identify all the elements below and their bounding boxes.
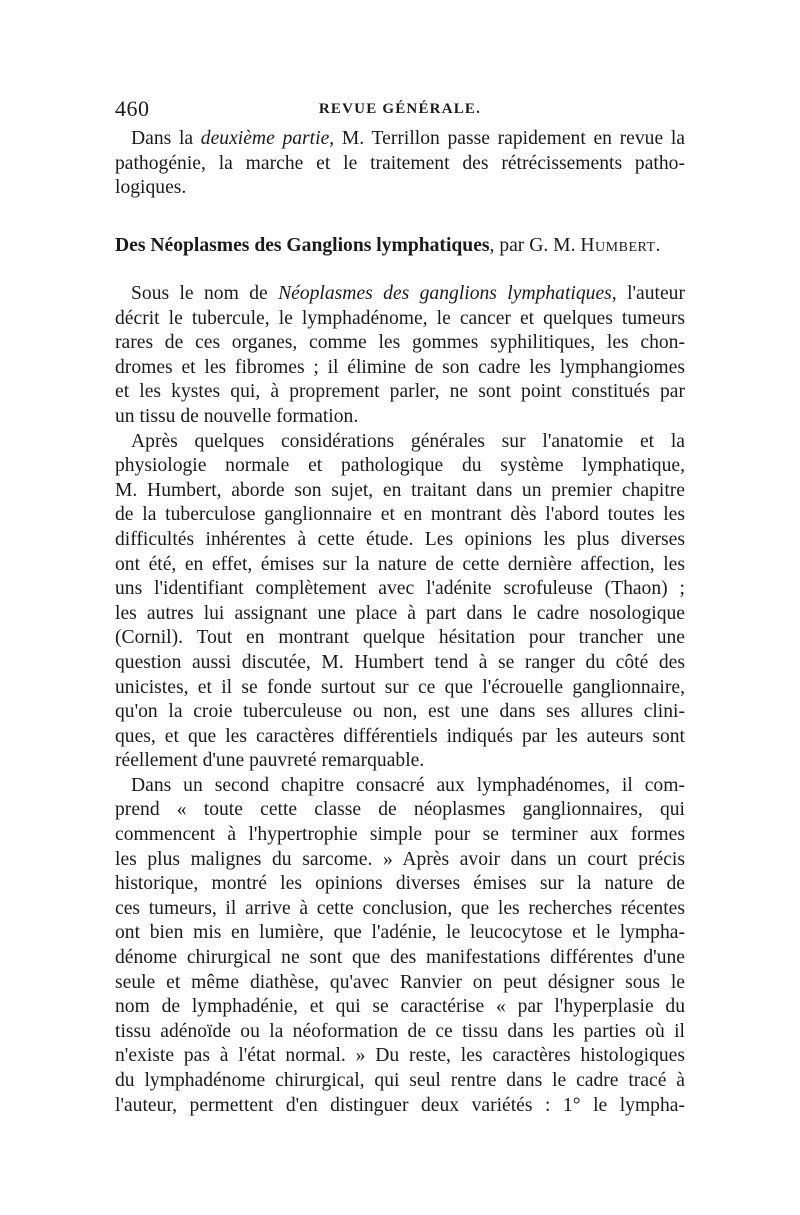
article-title: Des Néoplasmes des Ganglions lymphatiques bbox=[115, 235, 490, 256]
text-line: prend « toute cette classe de néoplasmes ganglionnaires, qui bbox=[115, 799, 685, 821]
text-line: historique, montré les opinions diverses émises sur la nature de bbox=[115, 873, 685, 895]
text-line: ces tumeurs, il arrive à cette conclusion, que les recherches récentes bbox=[115, 897, 685, 919]
text-line: dénome chirurgical ne sont que des manifestations différentes d'une bbox=[115, 947, 685, 969]
text-line: n'existe pas à l'état normal. » Du reste, les caractères histologiques bbox=[115, 1045, 685, 1067]
text-line: physiologie normale et pathologique du système lymphatique, bbox=[115, 455, 685, 477]
text-line: de la tuberculose ganglionnaire et en montrant dès l'abord toutes les bbox=[115, 504, 685, 526]
article-body bbox=[115, 282, 685, 1118]
text-line: (Cornil). Tout en montrant quelque hésitation pour trancher une bbox=[115, 627, 685, 649]
text-line: logiques. bbox=[115, 177, 187, 199]
text-line: question aussi discutée, M. Humbert tend à se ranger du côté des bbox=[115, 651, 685, 673]
text-line: Sous le nom de Néoplasmes des ganglions lymphatiques, l'auteur bbox=[131, 283, 685, 304]
text-line: réellement d'une pauvreté remarquable. bbox=[115, 750, 425, 772]
text-line: les plus malignes du sarcome. » Après avoir dans un court précis bbox=[115, 848, 685, 870]
text-line: Dans la deuxième partie, M. Terrillon passe rapidement en revue la bbox=[131, 128, 685, 149]
text-line: commencent à l'hypertrophie simple pour se terminer aux formes bbox=[115, 824, 685, 846]
italic-phrase: deuxième partie, bbox=[200, 128, 335, 149]
text-line: pathogénie, la marche et le traitement des rétrécissements patho- bbox=[115, 152, 685, 174]
text-line: un tissu de nouvelle formation. bbox=[115, 405, 359, 427]
text-line: difficultés inhérentes à cette étude. Les opinions les plus diverses bbox=[115, 528, 685, 550]
byline-prefix: , par G. M. bbox=[489, 235, 581, 256]
text-line: l'auteur, permettent d'en distinguer deux variétés : 1° le lympha- bbox=[115, 1094, 685, 1116]
text-line: nom de lymphadénie, et qui se caractérise « par l'hyperplasie du bbox=[115, 996, 685, 1018]
text-line: ques, et que les caractères différentiels indiqués par les auteurs sont bbox=[115, 725, 685, 747]
running-head bbox=[115, 96, 685, 126]
page-number: 460 bbox=[115, 96, 150, 121]
text-line: ont été, en effet, émises sur la nature de cette dernière affection, les bbox=[115, 553, 685, 575]
text-line: qu'on la croie tuberculeuse ou non, est une dans ses allures clini- bbox=[115, 701, 685, 723]
text-line: tissu adénoïde ou la néoformation de ce tissu dans les parties où il bbox=[115, 1020, 685, 1042]
text-line: Dans un second chapitre consacré aux lymphadénomes, il com- bbox=[131, 774, 685, 796]
italic-phrase: Néoplasmes des ganglions lymphatiques bbox=[278, 283, 612, 304]
running-title: REVUE GÉNÉRALE. bbox=[318, 101, 482, 117]
text-line: M. Humbert, aborde son sujet, en traitant dans un premier chapitre bbox=[115, 479, 685, 501]
text-line: ont bien mis en lumière, que l'adénie, le leucocytose et le lympha- bbox=[115, 922, 685, 944]
article-author: Humbert. bbox=[580, 235, 661, 256]
text-line: et les kystes qui, à proprement parler, ne sont point constitués par bbox=[115, 381, 685, 403]
text-line: unicistes, et il se fonde surtout sur ce que l'écrouelle ganglionnaire, bbox=[115, 676, 685, 698]
text-line: les autres lui assignant une place à part dans le cadre nosologique bbox=[115, 602, 685, 624]
intro-paragraph bbox=[115, 127, 685, 201]
text-line: du lymphadénome chirurgical, qui seul rentre dans le cadre tracé à bbox=[115, 1070, 685, 1091]
text-line: uns l'identifiant complètement avec l'adénite scrofuleuse (Thaon) ; bbox=[115, 578, 685, 600]
text-line: dromes et les fibromes ; il élimine de son cadre les lymphangiomes bbox=[115, 356, 685, 378]
article-heading bbox=[115, 232, 685, 262]
text-line: décrit le tubercule, le lymphadénome, le cancer et quelques tumeurs bbox=[115, 307, 685, 329]
text-line: rares de ces organes, comme les gommes syphilitiques, les chon- bbox=[115, 332, 685, 354]
text-line: Après quelques considérations générales sur l'anatomie et la bbox=[131, 430, 685, 452]
text-line: seule et même diathèse, qu'avec Ranvier on peut désigner sous le bbox=[115, 971, 685, 993]
